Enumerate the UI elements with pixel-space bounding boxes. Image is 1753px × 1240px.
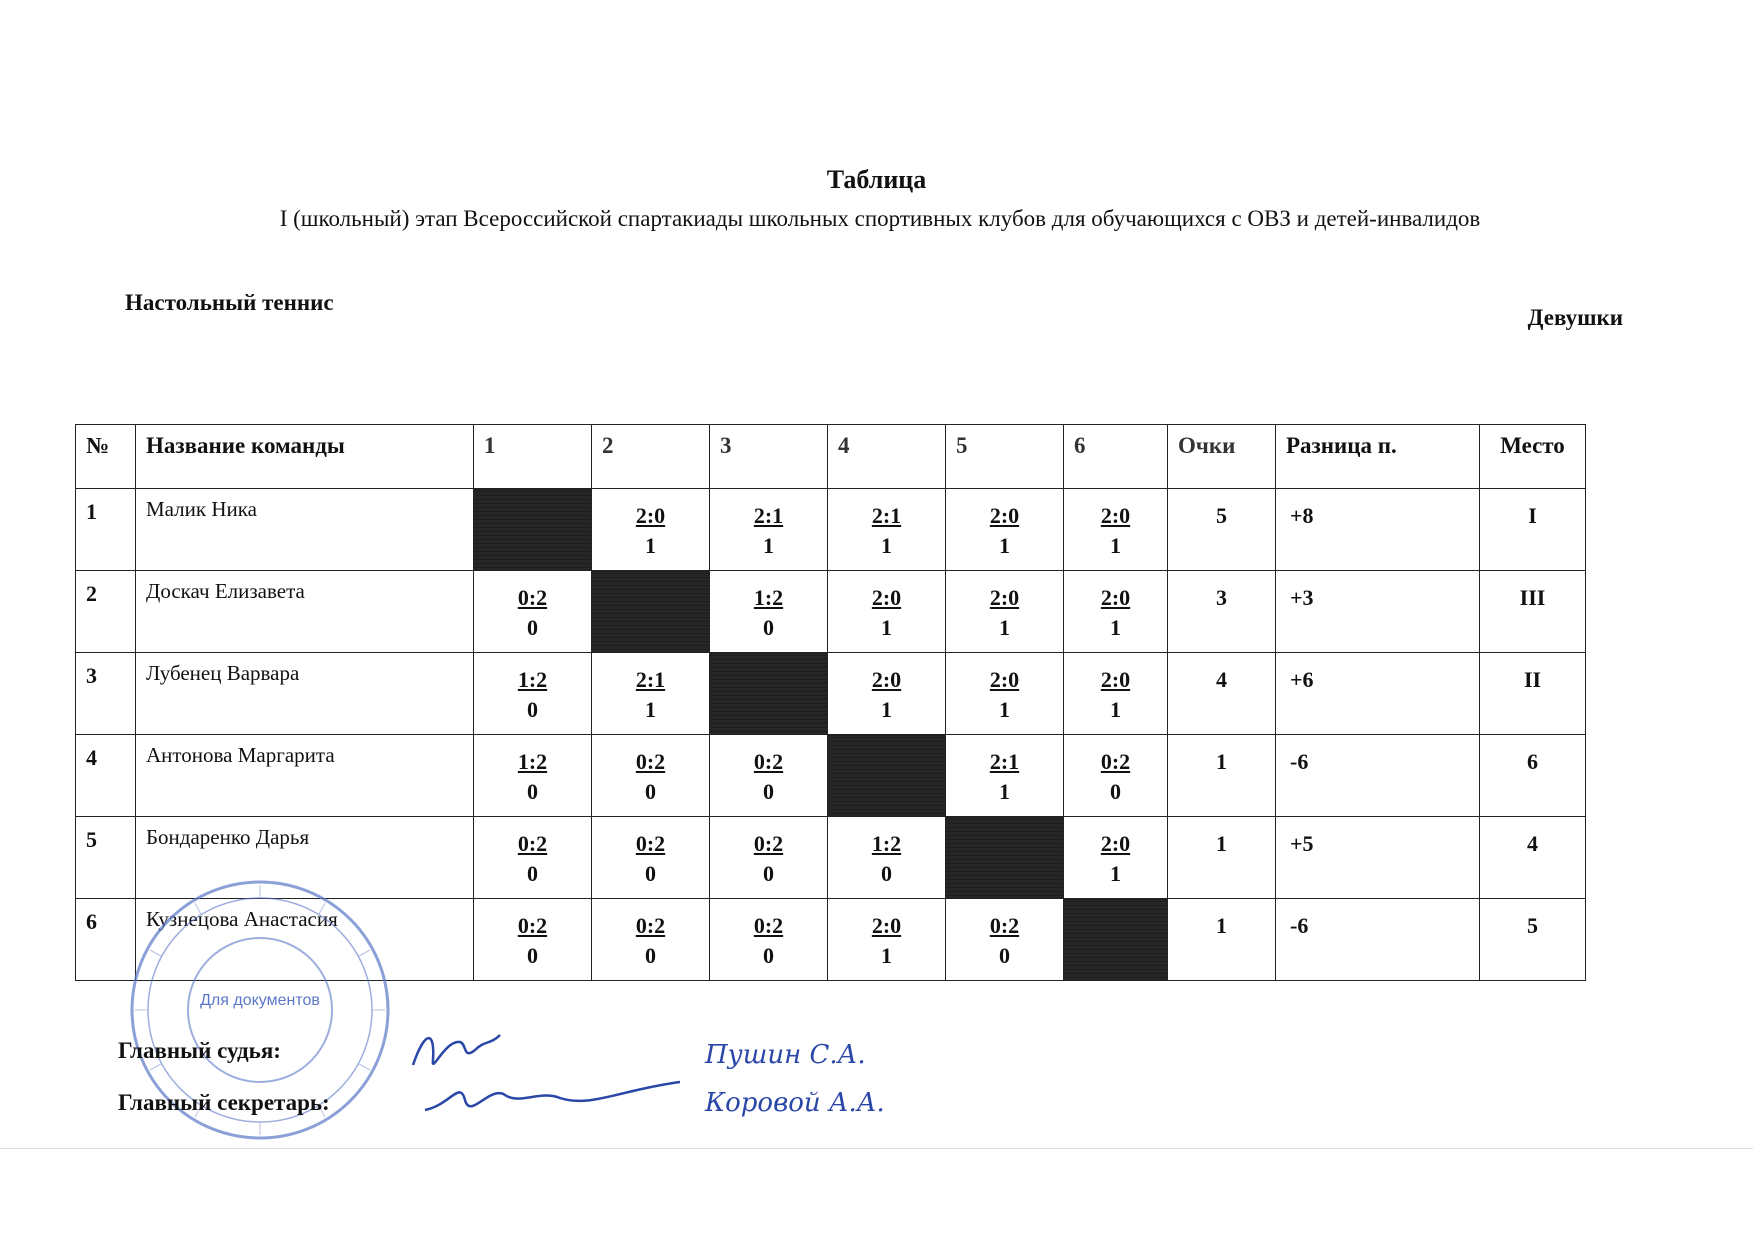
match-points: 0 xyxy=(645,861,656,886)
total-points: 1 xyxy=(1168,735,1276,817)
match-score-cell xyxy=(710,899,828,981)
match-score: 2:0 xyxy=(1100,585,1131,610)
total-points: 4 xyxy=(1168,653,1276,735)
match-score: 2:1 xyxy=(989,749,1020,774)
point-difference: -6 xyxy=(1276,735,1480,817)
col-header-5: 5 xyxy=(946,425,1064,489)
player-name: Бондаренко Дарья xyxy=(136,817,474,899)
diagonal-cell xyxy=(1064,899,1168,981)
match-score-cell xyxy=(592,817,710,899)
row-number: 4 xyxy=(76,735,136,817)
match-score-cell xyxy=(474,735,592,817)
match-score-cell xyxy=(592,653,710,735)
match-points: 1 xyxy=(881,615,892,640)
stamp-text: Для документов xyxy=(200,992,320,1009)
match-points: 1 xyxy=(999,697,1010,722)
match-score: 2:0 xyxy=(989,503,1020,528)
diagonal-cell xyxy=(474,489,592,571)
table-header-row xyxy=(76,425,1586,489)
match-score-cell xyxy=(1064,653,1168,735)
row-number: 6 xyxy=(76,899,136,981)
table-row xyxy=(76,571,1586,653)
match-score: 2:0 xyxy=(871,913,902,938)
match-score-cell xyxy=(946,571,1064,653)
player-name: Доскач Елизавета xyxy=(136,571,474,653)
player-name: Кузнецова Анастасия xyxy=(136,899,474,981)
row-number: 5 xyxy=(76,817,136,899)
player-name: Малик Ника xyxy=(136,489,474,571)
match-score: 0:2 xyxy=(753,831,784,856)
sport-label: Настольный теннис xyxy=(125,290,334,315)
match-score: 2:1 xyxy=(871,503,902,528)
final-place: II xyxy=(1480,653,1586,735)
secretary-signature xyxy=(420,1070,700,1130)
match-points: 0 xyxy=(763,615,774,640)
col-header-1: 1 xyxy=(474,425,592,489)
total-points: 3 xyxy=(1168,571,1276,653)
match-points: 0 xyxy=(881,861,892,886)
match-points: 1 xyxy=(1110,861,1121,886)
match-points: 0 xyxy=(1110,779,1121,804)
row-number: 2 xyxy=(76,571,136,653)
final-place: 4 xyxy=(1480,817,1586,899)
match-points: 1 xyxy=(881,697,892,722)
match-score: 0:2 xyxy=(989,913,1020,938)
match-score-cell xyxy=(828,489,946,571)
row-number: 1 xyxy=(76,489,136,571)
match-score-cell xyxy=(710,735,828,817)
col-header-6: 6 xyxy=(1064,425,1168,489)
match-score-cell xyxy=(710,489,828,571)
match-points: 0 xyxy=(645,943,656,968)
match-points: 1 xyxy=(1110,615,1121,640)
diagonal-cell xyxy=(592,571,710,653)
match-score: 2:0 xyxy=(871,667,902,692)
point-difference: +5 xyxy=(1276,817,1480,899)
judge-name: Пушин С.А. xyxy=(705,1040,866,1070)
match-score: 1:2 xyxy=(517,749,548,774)
match-score: 2:0 xyxy=(989,585,1020,610)
match-points: 1 xyxy=(645,697,656,722)
col-header-points: Очки xyxy=(1168,425,1276,489)
match-score: 2:1 xyxy=(753,503,784,528)
match-points: 1 xyxy=(645,533,656,558)
match-points: 0 xyxy=(527,615,538,640)
col-header-diff: Разница п. xyxy=(1276,425,1480,489)
match-score: 0:2 xyxy=(635,749,666,774)
player-name: Антонова Маргарита xyxy=(136,735,474,817)
match-score-cell xyxy=(592,735,710,817)
point-difference: +6 xyxy=(1276,653,1480,735)
match-score-cell xyxy=(828,817,946,899)
page-subtitle: I (школьный) этап Всероссийской спартакиады школьных спортивных клубов для обучающихся с ОВЗ и детей-инвалидов xyxy=(279,206,1481,231)
match-score-cell xyxy=(946,899,1064,981)
gender-label: Девушки xyxy=(1527,305,1623,330)
match-score: 2:0 xyxy=(1100,503,1131,528)
point-difference: +8 xyxy=(1276,489,1480,571)
match-score-cell xyxy=(1064,817,1168,899)
match-points: 0 xyxy=(527,697,538,722)
match-score: 0:2 xyxy=(753,913,784,938)
col-header-3: 3 xyxy=(710,425,828,489)
point-difference: +3 xyxy=(1276,571,1480,653)
page-title: Таблица xyxy=(826,165,927,194)
match-score-cell xyxy=(1064,735,1168,817)
match-score: 2:0 xyxy=(989,667,1020,692)
match-points: 0 xyxy=(763,861,774,886)
match-score-cell xyxy=(946,653,1064,735)
match-score: 2:0 xyxy=(871,585,902,610)
match-points: 1 xyxy=(1110,697,1121,722)
match-score: 0:2 xyxy=(517,585,548,610)
final-place: 5 xyxy=(1480,899,1586,981)
match-score: 1:2 xyxy=(753,585,784,610)
match-points: 1 xyxy=(999,533,1010,558)
diagonal-cell xyxy=(828,735,946,817)
match-score-cell xyxy=(474,817,592,899)
match-points: 0 xyxy=(527,779,538,804)
match-score-cell xyxy=(946,735,1064,817)
match-points: 0 xyxy=(999,943,1010,968)
secretary-name: Коровой А.А. xyxy=(705,1088,885,1118)
match-score-cell xyxy=(828,571,946,653)
final-place: 6 xyxy=(1480,735,1586,817)
chief-secretary-label: Главный секретарь: xyxy=(118,1090,330,1115)
total-points: 1 xyxy=(1168,899,1276,981)
diagonal-cell xyxy=(946,817,1064,899)
final-place: III xyxy=(1480,571,1586,653)
match-score: 2:0 xyxy=(1100,831,1131,856)
match-score-cell xyxy=(474,653,592,735)
table-row xyxy=(76,653,1586,735)
match-score: 1:2 xyxy=(517,667,548,692)
diagonal-cell xyxy=(710,653,828,735)
match-points: 1 xyxy=(881,943,892,968)
match-score-cell xyxy=(1064,489,1168,571)
match-score-cell xyxy=(474,571,592,653)
total-points: 1 xyxy=(1168,817,1276,899)
match-score: 2:1 xyxy=(635,667,666,692)
player-name: Лубенец Варвара xyxy=(136,653,474,735)
match-score: 2:0 xyxy=(635,503,666,528)
col-header-num: № xyxy=(76,425,136,489)
match-score: 0:2 xyxy=(517,913,548,938)
match-score-cell xyxy=(592,899,710,981)
match-score-cell xyxy=(474,899,592,981)
match-points: 1 xyxy=(1110,533,1121,558)
col-header-2: 2 xyxy=(592,425,710,489)
chief-judge-label: Главный судья: xyxy=(118,1038,281,1063)
match-score-cell xyxy=(710,571,828,653)
match-score: 2:0 xyxy=(1100,667,1131,692)
col-header-4: 4 xyxy=(828,425,946,489)
point-difference: -6 xyxy=(1276,899,1480,981)
match-score: 1:2 xyxy=(871,831,902,856)
match-points: 1 xyxy=(999,615,1010,640)
scan-edge-line xyxy=(0,1148,1753,1149)
table-row xyxy=(76,489,1586,571)
match-points: 0 xyxy=(527,861,538,886)
match-score-cell xyxy=(946,489,1064,571)
match-points: 0 xyxy=(763,779,774,804)
match-score-cell xyxy=(710,817,828,899)
match-score-cell xyxy=(592,489,710,571)
match-points: 1 xyxy=(763,533,774,558)
match-score: 0:2 xyxy=(1100,749,1131,774)
row-number: 3 xyxy=(76,653,136,735)
match-points: 0 xyxy=(527,943,538,968)
match-points: 0 xyxy=(645,779,656,804)
match-points: 1 xyxy=(881,533,892,558)
match-points: 1 xyxy=(999,779,1010,804)
match-score-cell xyxy=(1064,571,1168,653)
total-points: 5 xyxy=(1168,489,1276,571)
match-score-cell xyxy=(828,653,946,735)
match-score: 0:2 xyxy=(635,913,666,938)
match-score: 0:2 xyxy=(753,749,784,774)
table-row xyxy=(76,735,1586,817)
col-header-place: Место xyxy=(1480,425,1586,489)
match-score: 0:2 xyxy=(517,831,548,856)
match-score: 0:2 xyxy=(635,831,666,856)
final-place: I xyxy=(1480,489,1586,571)
match-score-cell xyxy=(828,899,946,981)
match-points: 0 xyxy=(763,943,774,968)
col-header-name: Название команды xyxy=(136,425,474,489)
